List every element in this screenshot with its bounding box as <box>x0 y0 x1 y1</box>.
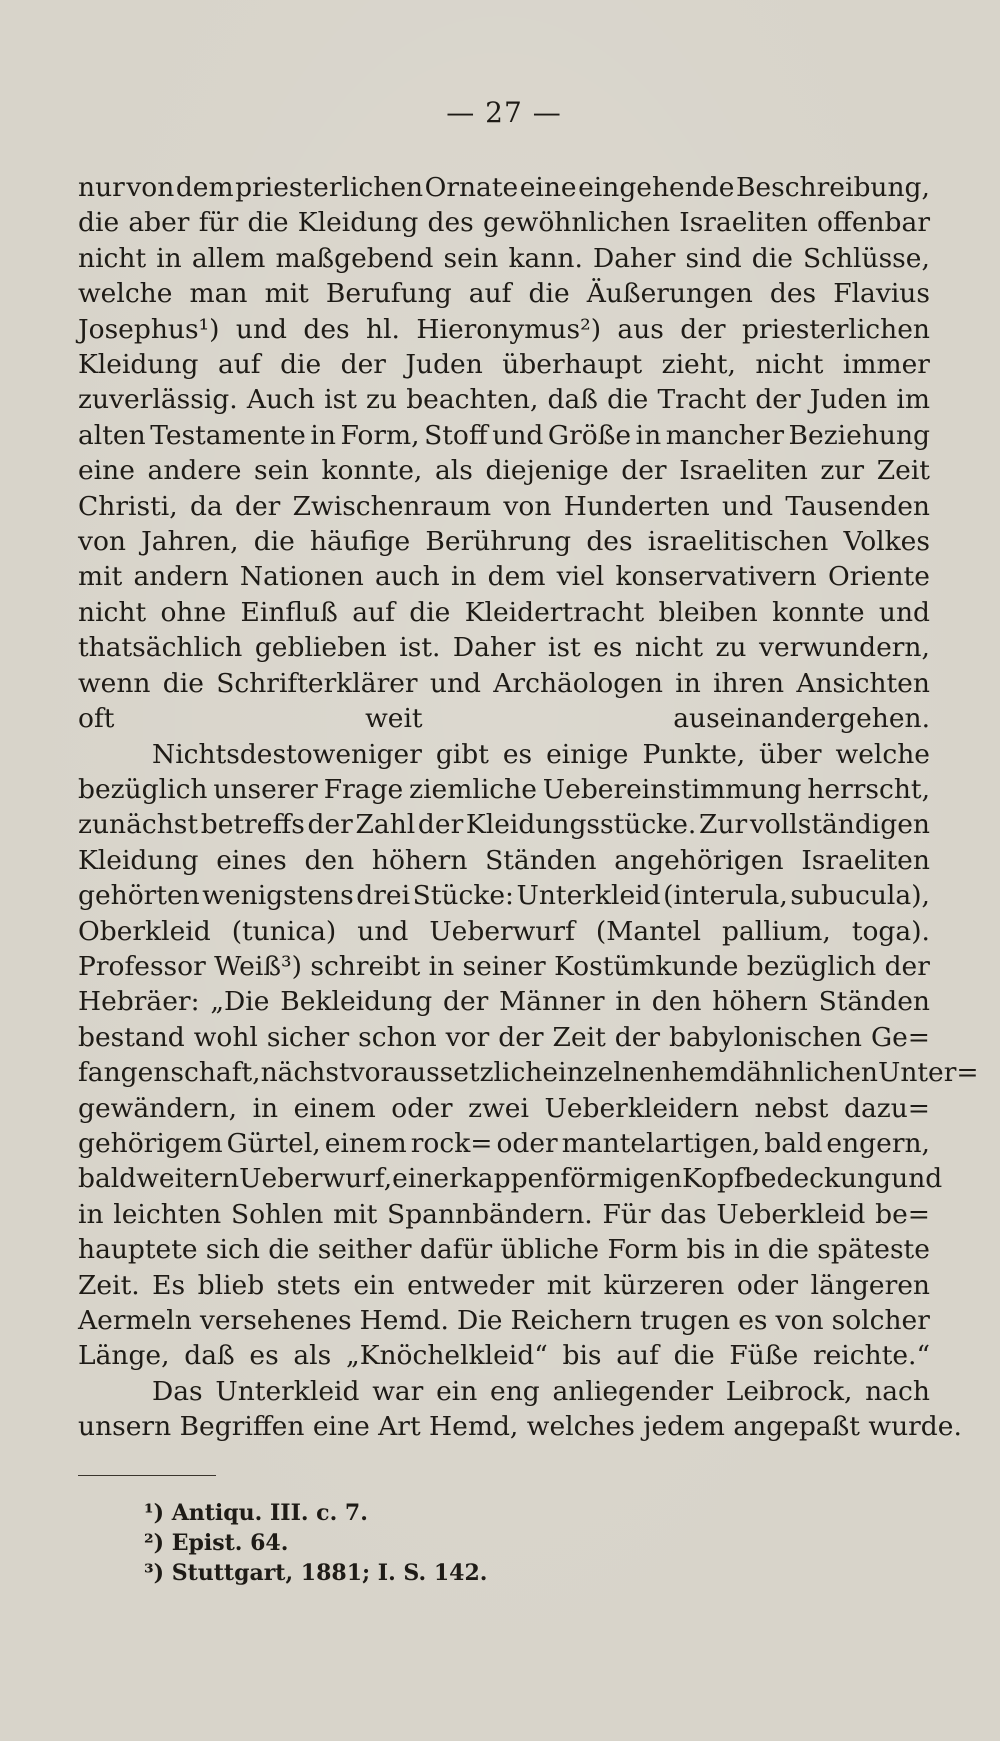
text-line: gehörigem Gürtel, einem rock= oder mantelartigen, bald engern, <box>78 1127 930 1159</box>
text-line: fangenschaft, nächst voraussetzlich einzelnen hemdähnlichen Unter= <box>78 1057 979 1089</box>
text-line: welche man mit Berufung auf die Äußerungen des Flavius <box>78 278 930 310</box>
text-line: von Jahren, die häufige Berührung des israelitischen Volkes <box>78 526 930 558</box>
text-line: gehörten wenigstens drei Stücke: Unterkleid (interula, subucula), <box>78 880 930 912</box>
text-line: thatsächlich geblieben ist. Daher ist es nicht zu verwundern, <box>78 632 930 664</box>
text-line: eine andere sein konnte, als diejenige der Israeliten zur Zeit <box>78 455 930 487</box>
text-line: bald weitern Ueberwurf, einer kappenförmigen Kopfbedeckung und <box>78 1163 943 1195</box>
text-line: Oberkleid (tunica) und Ueberwurf (Mantel pallium, toga). <box>78 915 930 947</box>
text-line: zunächst betreffs der Zahl der Kleidungsstücke. Zur vollständigen <box>78 809 930 841</box>
text-line: hauptete sich die seither dafür übliche Form bis in die späteste <box>78 1234 930 1266</box>
text-line: nicht in allem maßgebend sein kann. Daher sind die Schlüsse, <box>78 242 930 274</box>
text-line: bestand wohl sicher schon vor der Zeit der babylonischen Ge= <box>78 1021 930 1053</box>
paragraph-1 <box>78 170 930 737</box>
text-line: Josephus¹) und des hl. Hieronymus²) aus der priesterlichen <box>78 313 930 345</box>
text-line: unsern Begriffen eine Art Hemd, welches jedem angepaßt wurde. <box>78 1411 962 1443</box>
footnote-2: ²) Epist. 64. <box>144 1529 289 1556</box>
text-line: zuverlässig. Auch ist zu beachten, daß die Tracht der Juden im <box>78 384 930 416</box>
text-line: Zeit. Es blieb stets ein entweder mit kürzeren oder längeren <box>78 1269 930 1301</box>
text-line: alten Testamente in Form, Stoff und Größe in mancher Beziehung <box>78 419 930 451</box>
text-line: Professor Weiß³) schreibt in seiner Kostümkunde bezüglich der <box>78 950 930 982</box>
text-line: nicht ohne Einfluß auf die Kleidertracht bleiben konnte und <box>78 596 930 628</box>
text-line: Christi, da der Zwischenraum von Hunderten und Tausenden <box>78 490 930 522</box>
footnote-divider <box>78 1475 216 1476</box>
text-line: Kleidung auf die der Juden überhaupt zieht, nicht immer <box>78 349 930 381</box>
text-line: Nichtsdestoweniger gibt es einige Punkte, über welche <box>152 738 930 770</box>
text-line: gewändern, in einem oder zwei Ueberkleidern nebst dazu= <box>78 1092 930 1124</box>
text-line: mit andern Nationen auch in dem viel konservativern Oriente <box>78 561 930 593</box>
text-line: nur von dem priesterlichen Ornate eine eingehende Beschreibung, <box>78 172 930 203</box>
text-line: die aber für die Kleidung des gewöhnlichen Israeliten offenbar <box>78 207 930 239</box>
page-number: — 27 — <box>446 96 562 129</box>
text-line: oft weit auseinandergehen. <box>78 703 930 735</box>
body-text <box>78 170 979 1445</box>
footnote-1: ¹) Antiqu. III. c. 7. <box>144 1499 368 1526</box>
text-line: wenn die Schrifterklärer und Archäologen in ihren Ansichten <box>78 667 930 699</box>
text-line: Kleidung eines den höhern Ständen angehörigen Israeliten <box>78 844 930 876</box>
footnotes <box>78 1498 930 1588</box>
footnote-3: ³) Stuttgart, 1881; I. S. 142. <box>144 1559 488 1586</box>
text-line: Länge, daß es als „Knöchelkleid“ bis auf die Füße reichte.“ <box>78 1340 930 1372</box>
paragraph-2 <box>78 737 979 1374</box>
paragraph-3 <box>78 1374 962 1445</box>
text-line: in leichten Sohlen mit Spannbändern. Für das Ueberkleid be= <box>78 1198 930 1230</box>
text-line: Das Unterkleid war ein eng anliegender Leibrock, nach <box>152 1375 930 1407</box>
text-line: Hebräer: „Die Bekleidung der Männer in den höhern Ständen <box>78 986 930 1018</box>
text-line: Aermeln versehenes Hemd. Die Reichern trugen es von solcher <box>78 1305 930 1336</box>
text-line: bezüglich unserer Frage ziemliche Uebereinstimmung herrscht, <box>78 773 930 805</box>
